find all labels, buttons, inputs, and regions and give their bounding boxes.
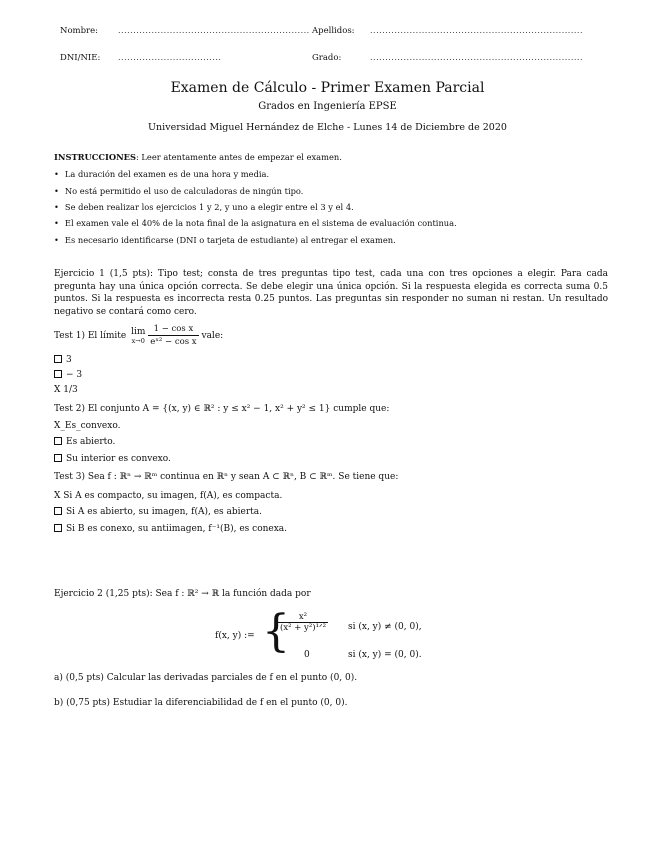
grado-label: Grado: xyxy=(312,53,342,63)
ejercicio2-part-a: a) (0,5 pts) Calcular las derivadas parciales de f en el punto (0, 0). xyxy=(54,673,358,683)
test1-statement xyxy=(54,323,223,348)
limit-denominator: eˣ² − cos x xyxy=(150,337,197,347)
brace-symbol: { xyxy=(262,606,290,657)
grado-field[interactable]: ...................................................................... xyxy=(370,53,584,62)
limit-sub: x→0 xyxy=(131,337,145,345)
instructions-heading: INSTRUCCIONES xyxy=(54,152,136,162)
test1-prefix: Test 1) El límite xyxy=(54,331,127,341)
exam-title: Examen de Cálculo - Primer Examen Parcial xyxy=(170,80,485,96)
limit-numerator: 1 − cos x xyxy=(148,323,198,336)
instruction-item: • Es necesario identificarse (DNI o tarjeta de estudiante) al entregar el examen. xyxy=(54,235,396,245)
instructions-line xyxy=(54,152,342,162)
case2-condition: si (x, y) = (0, 0). xyxy=(348,650,422,660)
test1-option-3[interactable]: X 1/3 xyxy=(54,385,78,395)
dni-field[interactable]: .................................. xyxy=(118,53,222,62)
nombre-label: Nombre: xyxy=(60,26,99,36)
test3-option-3[interactable] xyxy=(54,524,287,534)
test3-statement: Test 3) Sea f : ℝⁿ → ℝᵐ continua en ℝⁿ y sean A ⊂ ℝⁿ, B ⊂ ℝᵐ. Se tiene que: xyxy=(54,472,399,482)
function-lhs: f(x, y) := xyxy=(215,631,255,641)
dni-label: DNI/NIE: xyxy=(60,53,101,63)
checkbox-icon[interactable] xyxy=(54,454,62,462)
test2-option-3[interactable] xyxy=(54,454,171,464)
university-line: Universidad Miguel Hernández de Elche - Lunes 14 de Diciembre de 2020 xyxy=(148,122,507,133)
apellidos-field[interactable]: ...................................................................... xyxy=(370,26,584,35)
test1-option-2[interactable] xyxy=(54,370,82,380)
exam-subtitle: Grados en Ingeniería EPSE xyxy=(258,101,397,112)
test3-option-2[interactable] xyxy=(54,507,262,517)
checkbox-icon[interactable] xyxy=(54,507,62,515)
option-label: Si B es conexo, su antiimagen, f⁻¹(B), es conexa. xyxy=(66,524,288,534)
checkbox-icon[interactable] xyxy=(54,524,62,532)
apellidos-label: Apellidos: xyxy=(312,26,355,36)
limit-fraction xyxy=(148,323,198,348)
case1-denominator: (x² + y²)¹ᐟ² xyxy=(280,623,326,633)
test3-option-1[interactable]: X Si A es compacto, su imagen, f(A), es compacta. xyxy=(54,491,283,501)
checkbox-icon[interactable] xyxy=(54,355,62,363)
instructions-intro: : Leer atentamente antes de empezar el examen. xyxy=(135,152,342,162)
checkbox-icon[interactable] xyxy=(54,437,62,445)
instruction-item: • La duración del examen es de una hora y media. xyxy=(54,169,269,179)
test2-statement: Test 2) El conjunto A = {(x, y) ∈ ℝ² : y ≤ x² − 1, x² + y² ≤ 1} cumple que: xyxy=(54,404,390,414)
case2-value: 0 xyxy=(304,650,310,660)
test2-option-1[interactable]: X_Es_convexo. xyxy=(54,421,121,431)
ejercicio1-statement: Ejercicio 1 (1,5 pts): Tipo test; consta de tres preguntas tipo test, cada una con tres opciones a elegir. Para cada pregunta hay una única opción correcta. Se debe elegir una única opción. Si la respuesta elegida es correcta suma 0.5 puntos. Si la respuesta es incorrecta resta 0.25 puntos. Las preguntas sin responder no suman ni restan. Un resultado negativo se contará como cero. xyxy=(54,269,608,317)
case1-condition: si (x, y) ≠ (0, 0), xyxy=(348,622,422,632)
option-label: Si A es abierto, su imagen, f(A), es abierta. xyxy=(66,507,262,517)
ejercicio2-part-b: b) (0,75 pts) Estudiar la diferenciabilidad de f en el punto (0, 0). xyxy=(54,698,348,708)
option-label: 3 xyxy=(66,355,72,365)
instruction-item: • No está permitido el uso de calculadoras de ningún tipo. xyxy=(54,186,303,196)
nombre-field[interactable]: ............................................................... xyxy=(118,26,310,35)
test1-suffix: vale: xyxy=(201,331,224,341)
case1-fraction xyxy=(278,612,328,633)
checkbox-icon[interactable] xyxy=(54,370,62,378)
test1-option-1[interactable] xyxy=(54,355,72,365)
option-label: Su interior es convexo. xyxy=(66,454,171,464)
option-label: − 3 xyxy=(66,370,83,380)
case1-numerator: x² xyxy=(278,612,328,623)
instruction-item: • El examen vale el 40% de la nota final de la asignatura en el sistema de evaluación continua. xyxy=(54,218,457,228)
instruction-item: • Se deben realizar los ejercicios 1 y 2, y uno a elegir entre el 3 y el 4. xyxy=(54,202,354,212)
limit-operator xyxy=(131,326,145,345)
option-label: Es abierto. xyxy=(66,437,116,447)
limit-lim: lim xyxy=(131,327,146,337)
test2-option-2[interactable] xyxy=(54,437,115,447)
ejercicio2-statement: Ejercicio 2 (1,25 pts): Sea f : ℝ² → ℝ la función dada por xyxy=(54,589,311,599)
